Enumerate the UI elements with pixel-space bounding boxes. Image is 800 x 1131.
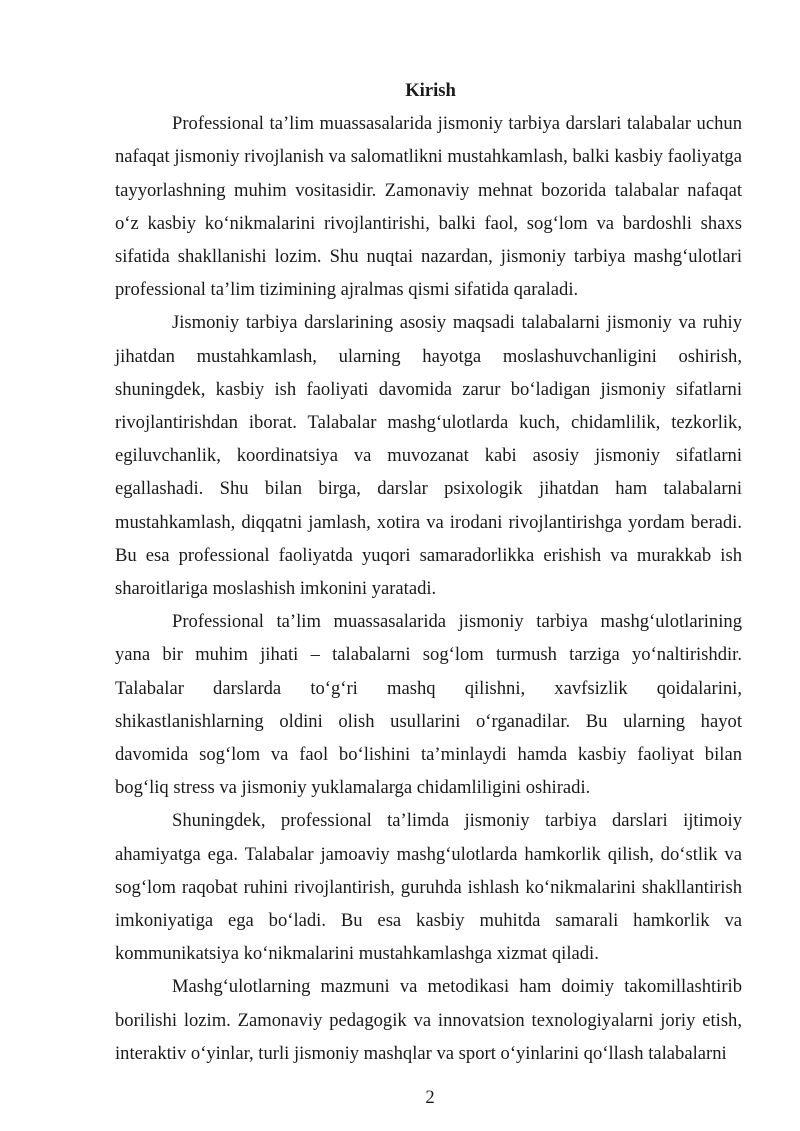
page-number: 2 bbox=[425, 1087, 435, 1108]
section-title: Kirish bbox=[405, 80, 456, 101]
paragraph-5: Mashg‘ulotlarning mazmuni va metodikasi ham doimiy takomillashtirib borilishi lozim. Zamonaviy pedagogik va innovatsion texnologiyalarni joriy etish, interaktiv o‘yinlar, turli jismoniy mashqlar va sport o‘yinlarini qo‘llash talabalarni bbox=[115, 976, 742, 1064]
page-content bbox=[115, 74, 742, 1070]
paragraph-2: Jismoniy tarbiya darslarining asosiy maqsadi talabalarni jismoniy va ruhiy jihatdan mustahkamlash, ularning hayotga moslashuvchanligini oshirish, shuningdek, kasbiy ish faoliyati davomida zarur bo‘ladigan jismoniy sifatlarni rivojlantirishdan iborat. Talabalar mashg‘ulotlarda kuch, chidamlilik, tezkorlik, egiluvchanlik, koordinatsiya va muvozanat kabi asosiy jismoniy sifatlarni egallashadi. Shu bilan birga, darslar psixologik jihatdan ham talabalarni mustahkamlash, diqqatni jamlash, xotira va irodani rivojlantirishga yordam beradi. Bu esa professional faoliyatda yuqori samaradorlikka erishish va murakkab ish sharoitlariga moslashish imkonini yaratadi. bbox=[115, 312, 742, 600]
paragraph-1: Professional ta’lim muassasalarida jismoniy tarbiya darslari talabalar uchun nafaqat jismoniy rivojlanish va salomatlikni mustahkamlash, balki kasbiy faoliyatga tayyorlashning muhim vositasidir. Zamonaviy mehnat bozorida talabalar nafaqat o‘z kasbiy ko‘nikmalarini rivojlantirishi, balki faol, sog‘lom va bardoshli shaxs sifatida shakllanishi lozim. Shu nuqtai nazardan, jismoniy tarbiya mashg‘ulotlari professional ta’lim tizimining ajralmas qismi sifatida qaraladi. bbox=[115, 113, 742, 301]
paragraph-4: Shuningdek, professional ta’limda jismoniy tarbiya darslari ijtimoiy ahamiyatga ega. Talabalar jamoaviy mashg‘ulotlarda hamkorlik qilish, do‘stlik va sog‘lom raqobat ruhini rivojlantirish, guruhda ishlash ko‘nikmalarini shakllantirish imkoniyatiga ega bo‘ladi. Bu esa kasbiy muhitda samarali hamkorlik va kommunikatsiya ko‘nikmalarini mustahkamlashga xizmat qiladi. bbox=[115, 810, 742, 965]
paragraph-3: Professional ta’lim muassasalarida jismoniy tarbiya mashg‘ulotlarining yana bir muhim jihati – talabalarni sog‘lom turmush tarziga yo‘naltirishdir. Talabalar darslarda to‘g‘ri mashq qilishni, xavfsizlik qoidalarini, shikastlanishlarning oldini olish usullarini o‘rganadilar. Bu ularning hayot davomida sog‘lom va faol bo‘lishini ta’minlaydi hamda kasbiy faoliyat bilan bog‘liq stress va jismoniy yuklamalarga chidamliligini oshiradi. bbox=[115, 611, 742, 799]
